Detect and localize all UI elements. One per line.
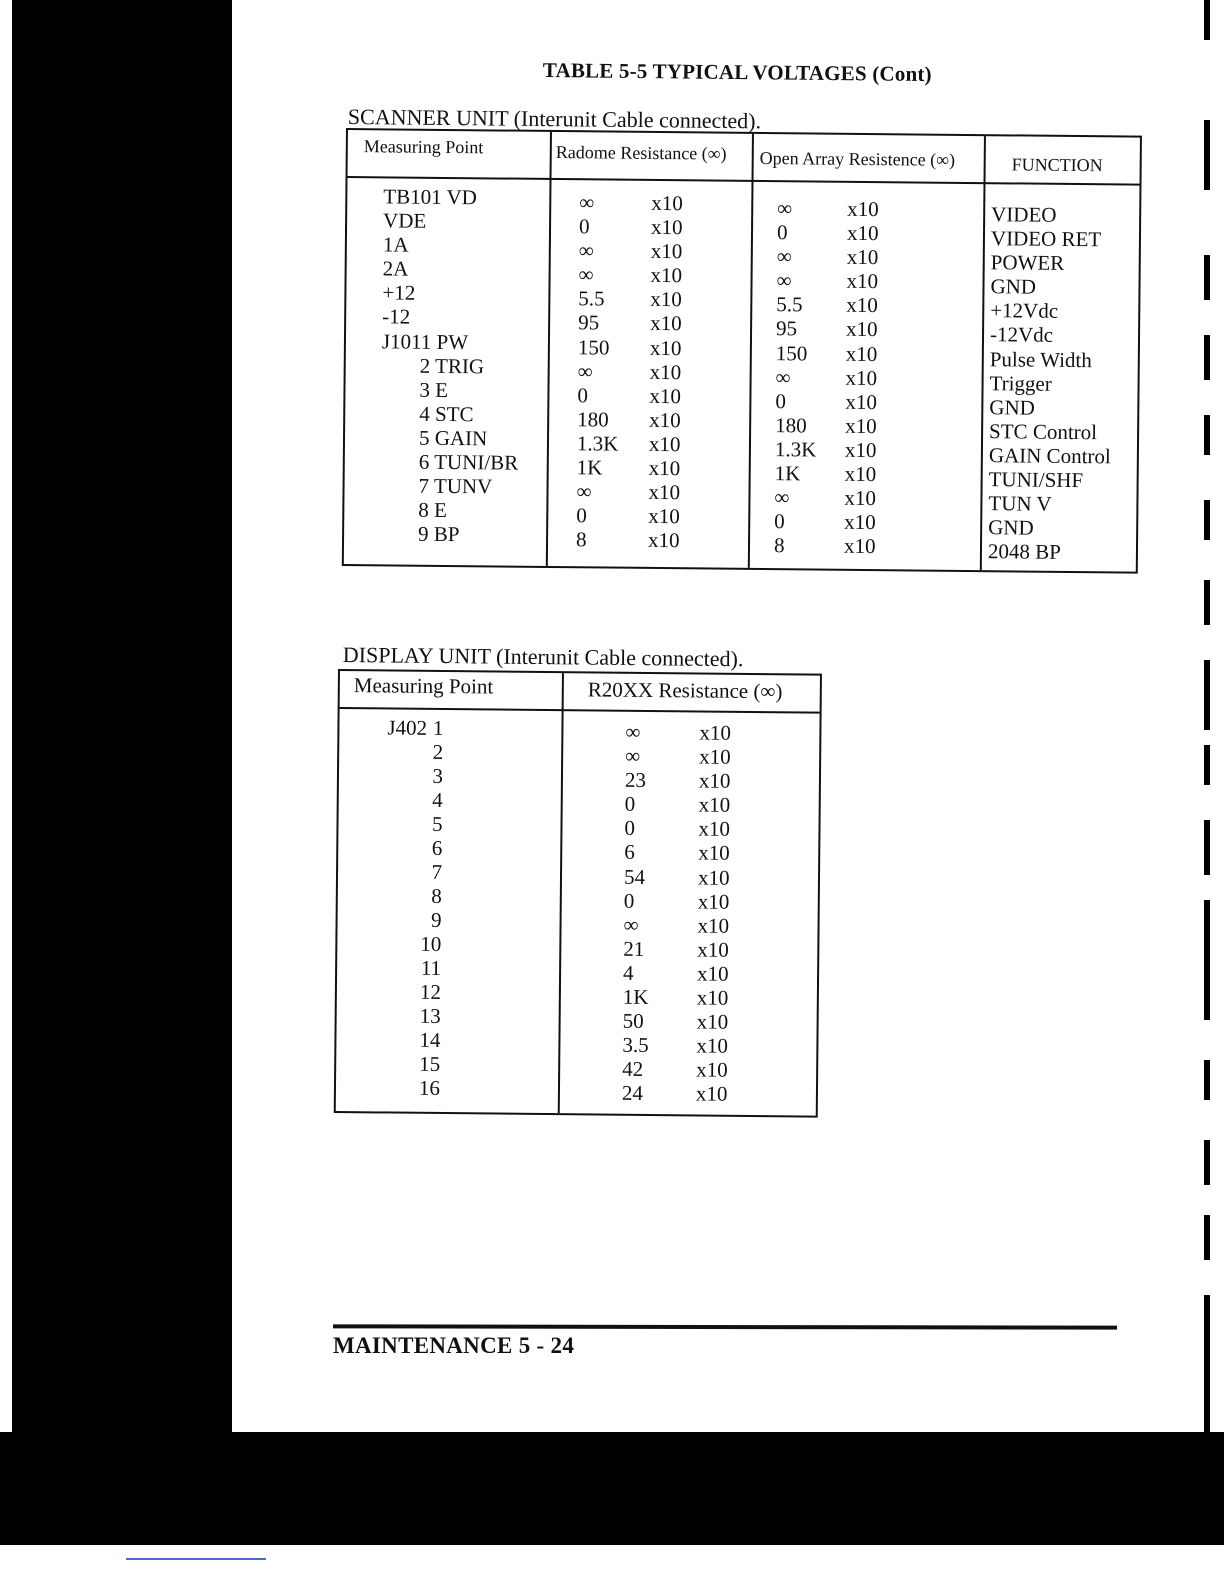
scanner-open-array-value: 0 [775,388,787,413]
scanner-radome-multipliers [648,191,683,553]
scanner-radome-value: 0 [577,382,589,408]
display-resistance-value: 50 [622,1008,644,1034]
scanner-open-array-multiplier: x10 [845,413,877,438]
scanner-radome-value: 150 [577,334,610,360]
display-resistance-multiplier: x10 [697,865,730,890]
display-pin-number: 4 [432,787,443,813]
display-pin-number: 12 [419,979,442,1005]
scanner-open-array-multiplier: x10 [846,245,879,270]
display-resistance-value: ∞ [625,743,641,768]
footer-rule [333,1324,1117,1329]
scanner-radome-value: 180 [577,407,609,432]
scanner-function: +12Vdc [990,298,1059,324]
display-pin-number: 7 [431,859,443,885]
scan-border-right [1204,0,1210,1584]
scanner-radome-multiplier: x10 [649,407,681,433]
display-pin-number: 3 [432,763,444,789]
scanner-measuring-point: 1A [382,232,409,257]
scanner-function: POWER [990,250,1065,276]
scanner-function: STC Control [989,419,1098,445]
scanner-open-array-value: ∞ [777,196,793,221]
scanner-measuring-point: 2 TRIG [419,353,485,378]
scanner-measuring-point: 6 TUNI/BR [418,449,519,475]
display-pin-number: 1 [432,715,444,741]
display-caption: DISPLAY UNIT (Interunit Cable connected). [342,642,744,672]
scanner-open-array-multiplier: x10 [844,437,877,463]
scanner-measuring-point: -12 [382,304,411,330]
display-pin-number: 11 [420,955,442,981]
display-header-measuring-point: Measuring Point [353,673,494,699]
scanner-radome-value: ∞ [578,262,594,287]
scanner-open-array-multipliers [844,197,879,559]
display-pin-number: 5 [431,811,443,837]
scanner-measuring-point: TB101 VD [383,184,478,210]
scanner-radome-value: 0 [576,503,587,528]
scanner-function: TUN V [988,491,1052,516]
scanner-radome-multiplier: x10 [649,383,682,408]
scanner-open-array-multiplier: x10 [845,317,878,342]
scanner-function: -12Vdc [989,322,1054,348]
scanner-open-array-multiplier: x10 [845,365,878,390]
scanner-radome-value: 95 [578,310,600,335]
scanner-functions [988,202,1113,565]
display-resistance-value: 54 [623,864,646,889]
display-pin-number: 10 [420,931,442,957]
scanner-open-array-value: ∞ [774,485,790,510]
display-resistance-multiplier: x10 [697,913,730,938]
scanner-radome-multiplier: x10 [650,263,683,288]
scanner-open-array-value: 180 [775,412,807,438]
scanner-function: GND [988,515,1034,540]
display-resistance-value: 0 [623,888,635,913]
display-pin-numbers [412,716,444,1100]
scanner-measuring-point: 7 TUNV [418,473,493,499]
scanner-open-array-value: 5.5 [776,292,803,317]
scanner-open-array-value: 0 [774,509,785,534]
scanner-open-array-value: ∞ [776,268,792,293]
display-resistance-value: 23 [624,767,647,793]
scanner-open-array-value: 95 [775,316,798,341]
scanner-open-array-value: 8 [773,533,785,558]
display-pin-number: 9 [430,907,442,933]
scanner-function: Pulse Width [989,346,1092,372]
scanner-radome-multiplier: x10 [648,455,681,481]
scanner-measuring-point: +12 [382,280,416,306]
display-pin-number: 2 [432,739,444,765]
display-resistance-value: 0 [624,792,636,817]
display-resistance-values [622,720,652,1106]
scanner-measuring-point: 8 E [418,497,448,523]
scanner-function: 2048 BP [987,539,1062,565]
display-resistance-value: ∞ [623,912,639,937]
page-title: TABLE 5-5 TYPICAL VOLTAGES (Cont) [542,58,932,87]
display-connector-label: J402 [387,715,428,740]
scan-margin-left [0,0,12,1584]
scanner-open-array-value: 150 [775,340,808,366]
scanner-radome-value: 8 [575,527,587,552]
scanner-function: TUNI/SHF [988,467,1084,493]
scanner-open-array-multiplier: x10 [846,220,879,246]
display-resistance-value: 6 [624,840,635,865]
scanner-radome-value: ∞ [576,479,592,504]
scanner-measuring-point: J1011 PW [381,328,469,354]
scanner-radome-multiplier: x10 [649,359,682,384]
display-resistance-multiplier: x10 [698,816,731,842]
scanner-open-array-values [774,196,819,558]
scanner-radome-value: ∞ [578,238,594,263]
scanner-measuring-point: 2A [382,256,409,281]
display-pin-number: 6 [431,835,443,861]
display-resistance-value: 1K [622,984,649,1010]
display-resistance-multiplier: x10 [699,744,731,769]
display-pin-number: 16 [418,1075,441,1100]
scanner-function: GND [989,394,1035,420]
scanner-radome-value: 5.5 [578,286,605,311]
scanner-header-radome: Radome Resistance (∞) [555,142,727,164]
scanner-open-array-value: 1.3K [774,437,817,462]
display-resistance-multiplier: x10 [698,840,730,866]
scanner-open-array-multiplier: x10 [847,196,879,222]
scanner-open-array-multiplier: x10 [844,510,876,535]
scanner-header-measuring-point: Measuring Point [363,136,484,158]
scanner-measuring-point: 9 BP [417,522,460,547]
display-resistance-value: 24 [621,1081,644,1106]
scanner-open-array-value: ∞ [775,364,791,389]
scanner-radome-multiplier: x10 [649,335,682,360]
display-resistance-multiplier: x10 [698,792,731,818]
display-table [334,669,822,1118]
scanner-open-array-multiplier: x10 [845,389,878,414]
display-pin-number: 13 [419,1003,441,1029]
scanner-radome-multiplier: x10 [651,190,683,216]
display-header-resistance: R20XX Resistance (∞) [587,677,783,704]
scanner-open-array-multiplier: x10 [844,485,877,511]
scanner-measuring-point: 5 GAIN [418,425,488,451]
scanner-radome-multiplier: x10 [650,239,683,264]
display-resistance-value: 3.5 [622,1032,649,1058]
scanner-radome-multiplier: x10 [648,480,681,505]
display-resistance-multipliers [696,720,731,1106]
display-resistance-multiplier: x10 [697,937,729,962]
scanner-radome-multiplier: x10 [648,504,680,529]
display-resistance-value: 0 [624,816,636,841]
scanner-radome-value: ∞ [577,358,593,384]
display-resistance-multiplier: x10 [699,720,732,745]
display-pin-number: 14 [419,1027,441,1052]
scanner-function: Trigger [989,370,1052,396]
scanner-function: GND [990,274,1037,299]
scanner-measuring-points [380,184,521,547]
display-resistance-multiplier: x10 [696,961,729,986]
scanner-radome-multiplier: x10 [650,311,682,336]
scanner-open-array-multiplier: x10 [843,534,876,559]
display-resistance-value: 4 [622,960,634,985]
scanner-header-open-array: Open Array Resistence (∞) [759,147,956,170]
scanner-open-array-multiplier: x10 [845,341,878,366]
scanner-function: VIDEO [991,202,1057,227]
scanner-radome-multiplier: x10 [647,528,680,553]
scanner-radome-multiplier: x10 [650,287,682,312]
scanner-measuring-point: VDE [382,208,427,233]
scanner-open-array-value: 0 [776,220,788,245]
scanner-function: VIDEO RET [990,226,1102,252]
display-pin-number: 8 [431,883,442,909]
display-resistance-multiplier: x10 [696,1033,729,1058]
display-resistance-multiplier: x10 [696,985,729,1010]
scanner-radome-multiplier: x10 [648,431,681,457]
scan-border-left [0,0,232,1584]
scanner-radome-value: ∞ [579,190,595,215]
scanner-measuring-point: 4 STC [419,401,474,427]
scanner-open-array-value: 1K [774,461,801,486]
scanner-open-array-multiplier: x10 [846,269,879,294]
scan-margin-bottom [0,1545,1224,1584]
scanner-open-array-multiplier: x10 [844,461,877,487]
display-resistance-value: 21 [623,936,645,961]
page-footer: MAINTENANCE 5 - 24 [333,1333,575,1358]
scanner-radome-value: 0 [578,214,590,239]
display-resistance-value: ∞ [625,719,641,744]
display-resistance-multiplier: x10 [696,1009,729,1034]
display-resistance-multiplier: x10 [696,1057,728,1083]
scanner-radome-value: 1.3K [576,431,619,456]
scanner-radome-multiplier: x10 [650,215,683,240]
display-resistance-value: 42 [622,1057,644,1082]
scanner-caption: SCANNER UNIT (Interunit Cable connected). [347,104,762,134]
scanner-radome-values [576,190,621,552]
scanner-function: GAIN Control [988,443,1111,469]
display-resistance-multiplier: x10 [695,1081,728,1107]
display-resistance-multiplier: x10 [697,889,730,914]
scanner-table [342,128,1142,574]
scanner-measuring-point: 3 E [419,377,449,402]
scan-artifact-line [126,1558,266,1560]
scanner-open-array-value: ∞ [776,244,792,269]
display-pin-number: 15 [419,1051,441,1076]
scanner-open-array-multiplier: x10 [846,293,878,318]
display-resistance-multiplier: x10 [698,768,731,793]
scanner-radome-value: 1K [576,455,603,480]
scanner-header-function: FUNCTION [1011,154,1103,176]
